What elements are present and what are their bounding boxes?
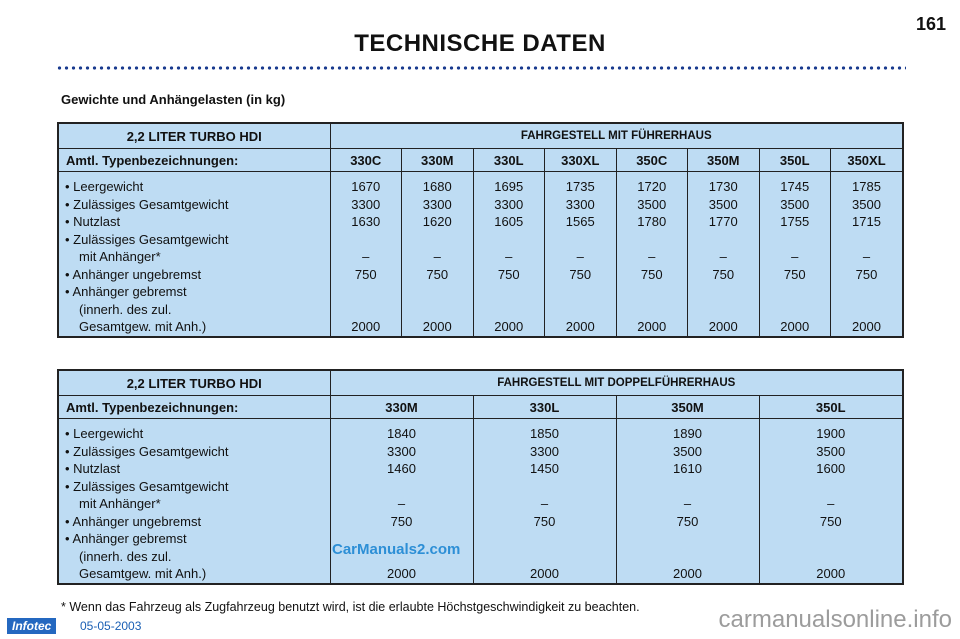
print-date: 05-05-2003	[80, 619, 142, 633]
table-cell: –	[505, 249, 513, 264]
value-column	[759, 172, 831, 336]
table-cell	[617, 231, 688, 249]
table-cell: 3300	[565, 196, 595, 212]
table-cell: 1720	[637, 179, 667, 194]
footnote: * Wenn das Fahrzeug als Zugfahrzeug benutzt wird, ist die erlaubte Höchstgeschwindigkeit zu beachten.	[61, 600, 640, 614]
table-cell	[617, 548, 759, 566]
table-cell: –	[683, 496, 692, 511]
value-column	[330, 172, 402, 336]
column-header: 330M	[330, 396, 473, 419]
column-header: 350M	[688, 149, 760, 172]
table-cell: 750	[640, 266, 663, 282]
table-cell: 2000	[637, 319, 667, 334]
table-cell: 750	[426, 266, 449, 282]
table-cell: –	[648, 249, 656, 264]
table-cell: 750	[569, 266, 592, 282]
table-cell: –	[362, 249, 370, 264]
value-column	[616, 419, 759, 583]
table-cell: –	[433, 249, 441, 264]
table-cell	[617, 283, 688, 301]
type-label: Amtl. Typenbezeichnungen:	[59, 149, 330, 172]
table-cell: 2000	[351, 319, 381, 334]
table-cell: 2000	[852, 319, 881, 334]
table-cell	[617, 301, 688, 319]
table-cell	[760, 283, 831, 301]
table-cell: 1900	[816, 426, 846, 441]
table-cell	[831, 231, 902, 249]
table-cell: 750	[533, 513, 556, 529]
table-cell: 3300	[494, 196, 524, 212]
table-cell: 750	[354, 266, 377, 282]
table-cell	[474, 548, 616, 566]
table-cell: 1620	[422, 214, 452, 229]
table-cell	[331, 301, 402, 319]
table-cell: 750	[712, 266, 735, 282]
table-cell	[331, 478, 473, 496]
table-cell	[402, 231, 473, 249]
table-cell: –	[862, 249, 871, 264]
table-cell: 1610	[673, 461, 702, 476]
column-header: 330L	[473, 149, 545, 172]
table-cell: 1850	[530, 426, 559, 441]
table-cell: 1695	[494, 179, 524, 194]
table-cell: 750	[819, 513, 842, 529]
engine-header: 2,2 LITER TURBO HDI	[59, 124, 330, 149]
engine-header: 2,2 LITER TURBO HDI	[59, 371, 330, 396]
table-cell: 1735	[565, 179, 595, 194]
column-header: 350L	[759, 149, 831, 172]
table-cell	[474, 478, 616, 496]
table-cell: 750	[783, 266, 806, 282]
table-cell: 750	[390, 513, 413, 529]
table-cell: –	[540, 496, 549, 511]
page-title: TECHNISCHE DATEN	[354, 30, 606, 57]
value-column	[688, 172, 760, 336]
table-cell: 3300	[351, 196, 381, 212]
dotted-divider	[56, 66, 906, 70]
table-cell	[331, 231, 402, 249]
table-cell: 2000	[780, 319, 810, 334]
table-cell: 1450	[530, 461, 559, 476]
infotec-logo: Infotec	[7, 618, 56, 634]
table-cell	[760, 231, 831, 249]
table-cell: 1630	[351, 214, 381, 229]
table-cell: –	[576, 249, 584, 264]
table-cell: 1780	[637, 214, 667, 229]
table-cell: 1680	[422, 179, 452, 194]
column-header: 330XL	[545, 149, 617, 172]
column-header: 350M	[616, 396, 759, 419]
table-cell: 750	[676, 513, 699, 529]
table-cell: 1755	[780, 214, 810, 229]
table-cell: 2000	[387, 566, 416, 581]
table-cell: 2000	[708, 319, 738, 334]
table-cell: 3500	[637, 196, 667, 212]
table-cell: 3500	[852, 196, 881, 212]
table-cell: –	[827, 496, 835, 511]
type-label: Amtl. Typenbezeichnungen:	[59, 396, 330, 419]
value-column	[473, 172, 545, 336]
column-header: 350L	[759, 396, 902, 419]
body-type-header: FAHRGESTELL MIT DOPPELFÜHRERHAUS	[330, 371, 902, 396]
table-cell	[688, 301, 759, 319]
table-cell: –	[397, 496, 406, 511]
table-cell	[760, 478, 903, 496]
page-number: 161	[915, 14, 946, 34]
table-cell	[688, 283, 759, 301]
row-labels: • Leergewicht • Zulässiges Gesamtgewicht • Nutzlast • Zulässiges Gesamtgewicht mit Anhänger* • Anhänger ungebremst • Anhänger gebremst (innerh. des zul. Gesamtgew. mit Anh.)	[65, 426, 229, 581]
section-subtitle: Gewichte und Anhängelasten (in kg)	[61, 92, 286, 107]
body-type-header: FAHRGESTELL MIT FÜHRERHAUS	[330, 124, 902, 149]
value-column	[545, 172, 617, 336]
table-cell: 2000	[422, 319, 452, 334]
table-cell: 1730	[708, 179, 738, 194]
value-column	[473, 419, 616, 583]
table-cell: 1460	[387, 461, 416, 476]
value-column	[402, 172, 474, 336]
weights-table-single-cab	[57, 122, 904, 338]
table-cell: 3500	[780, 196, 810, 212]
table-cell: 2000	[816, 566, 846, 581]
table-cell: 1890	[673, 426, 702, 441]
value-column	[831, 172, 903, 336]
table-cell: 750	[497, 266, 520, 282]
column-header: 350XL	[831, 149, 903, 172]
table-cell: 750	[855, 266, 878, 282]
table-cell	[760, 301, 831, 319]
table-cell	[760, 530, 903, 548]
table-cell: –	[791, 249, 799, 264]
row-labels: • Leergewicht • Zulässiges Gesamtgewicht • Nutzlast • Zulässiges Gesamtgewicht mit Anhänger* • Anhänger ungebremst • Anhänger gebremst (innerh. des zul. Gesamtgew. mit Anh.)	[65, 179, 229, 334]
table-cell	[474, 283, 545, 301]
table-cell	[402, 283, 473, 301]
value-column	[616, 172, 688, 336]
table-cell	[474, 301, 545, 319]
table-cell: 3500	[673, 443, 702, 459]
table-cell: 2000	[494, 319, 524, 334]
table-cell: 1715	[852, 214, 881, 229]
value-column	[759, 419, 902, 583]
table-cell: 1600	[816, 461, 846, 476]
weights-table-double-cab	[57, 369, 904, 585]
column-header: 330M	[402, 149, 474, 172]
column-header: 350C	[616, 149, 688, 172]
table-cell: 3300	[422, 196, 452, 212]
table-cell	[545, 231, 616, 249]
table-cell: 1785	[852, 179, 881, 194]
table-cell	[760, 548, 903, 566]
table-cell	[617, 478, 759, 496]
table-cell	[402, 301, 473, 319]
table-cell: 2000	[530, 566, 559, 581]
table-cell	[474, 231, 545, 249]
column-header: 330L	[473, 396, 616, 419]
table-cell	[831, 283, 902, 301]
table-cell	[688, 231, 759, 249]
table-cell	[545, 301, 616, 319]
site-watermark[interactable]: carmanualsonline.info	[718, 606, 952, 633]
table-cell: 2000	[673, 566, 702, 581]
table-cell: 1745	[780, 179, 810, 194]
table-cell: 3500	[816, 443, 846, 459]
watermark: CarManuals2.com	[332, 541, 461, 558]
column-header: 330C	[330, 149, 402, 172]
table-cell	[831, 301, 902, 319]
table-cell: 1770	[708, 214, 738, 229]
table-cell	[545, 283, 616, 301]
table-cell: 1840	[387, 426, 416, 441]
table-cell: 1605	[494, 214, 524, 229]
table-cell: –	[719, 249, 727, 264]
table-cell: 1670	[351, 179, 381, 194]
table-cell: 1565	[565, 214, 595, 229]
table-cell: 3500	[708, 196, 738, 212]
table-cell: 2000	[565, 319, 595, 334]
table-cell: 3300	[387, 443, 416, 459]
table-cell	[617, 530, 759, 548]
table-cell	[474, 530, 616, 548]
table-cell: 3300	[530, 443, 559, 459]
table-cell	[331, 283, 402, 301]
